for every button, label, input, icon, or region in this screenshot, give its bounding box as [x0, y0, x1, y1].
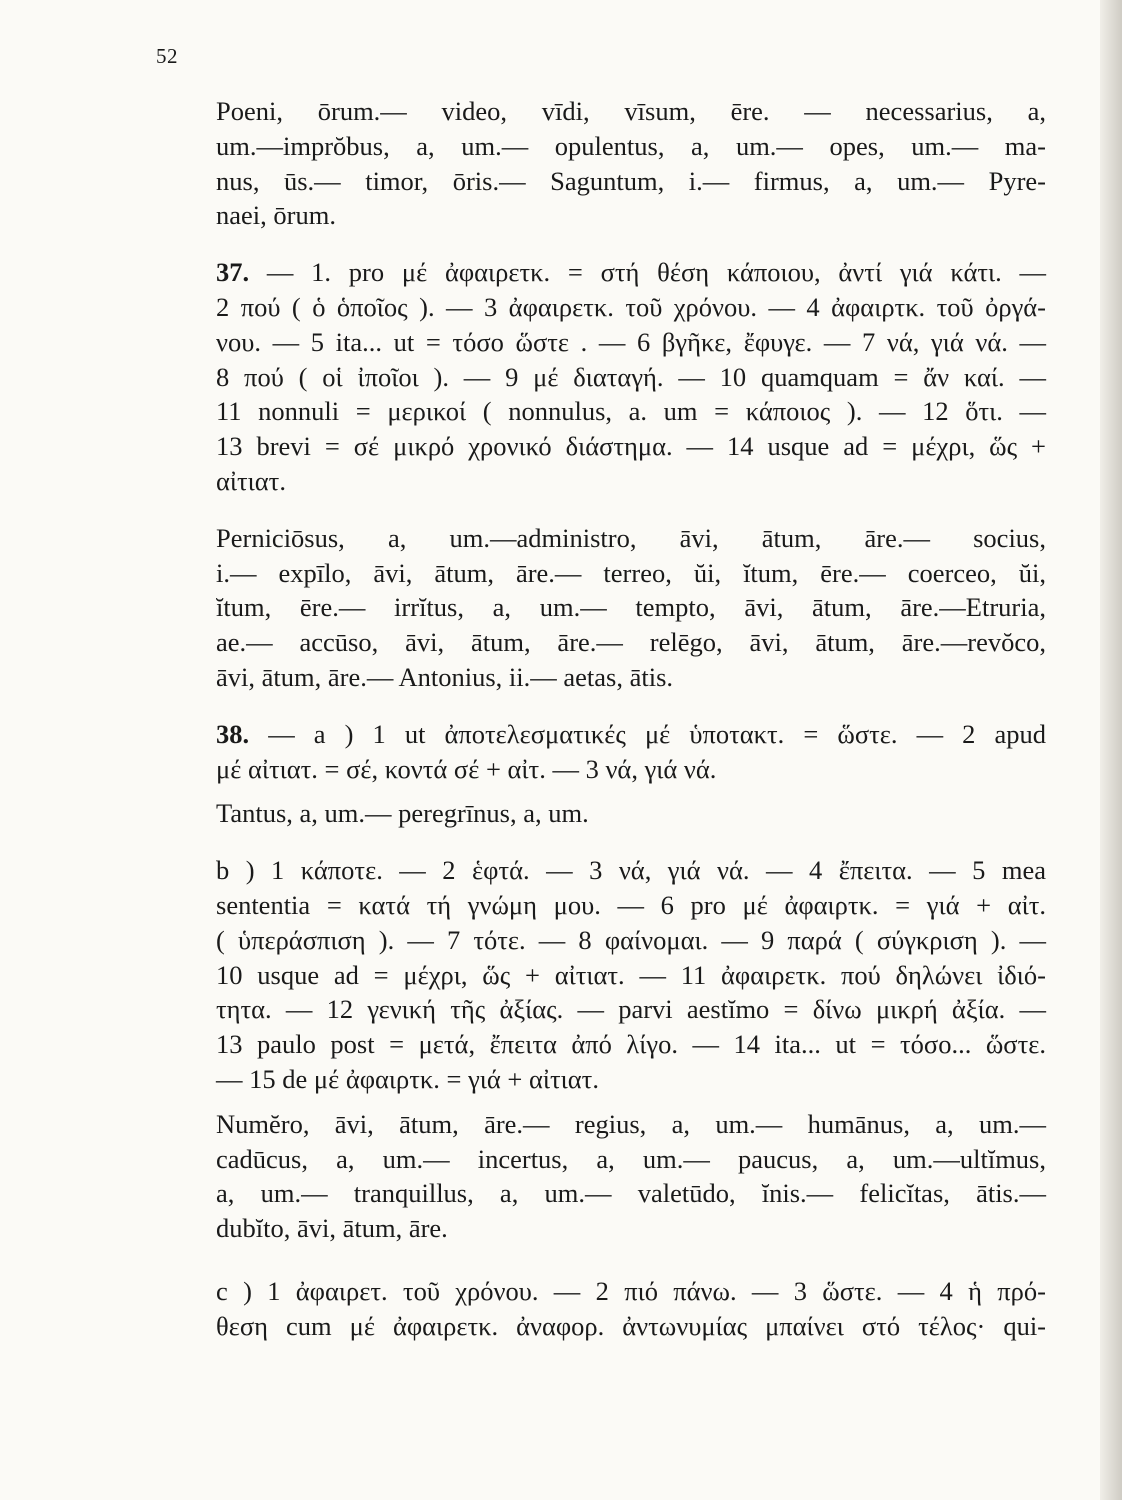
- text-line: 8 πού ( οἱ ἰποῖοι ). — 9 μέ διαταγή. — 10 quamquam = ἄν καί. —: [216, 361, 1046, 392]
- text-line: 2 πού ( ὁ ὁποῖος ). — 3 ἀφαιρετκ. τοῦ χρόνου. — 4 ἀφαιρτκ. τοῦ ὀργά-: [216, 291, 1046, 322]
- text-line: 13 paulo post = μετά, ἔπειτα ἀπό λίγο. — 14 ita... ut = τόσο... ὥστε.: [216, 1029, 1046, 1060]
- text-line: cadūcus, a, um.— incertus, a, um.— paucus, a, um.—ultĭmus,: [216, 1143, 1046, 1174]
- text-line: — 15 de μέ ἀφαιρτκ. = γιά + αἰτιατ.: [216, 1063, 599, 1094]
- text-line: μέ αἰτιατ. = σέ, κοντά σέ + αἰτ. — 3 νά, γιά νά.: [216, 753, 717, 784]
- notes-section-37: [160, 255, 1046, 499]
- text-line: i.— expīlo, āvi, ātum, āre.— terreo, ŭi, ĭtum, ēre.— coerceo, ŭi,: [216, 557, 1046, 588]
- text-line: Poeni, ōrum.— video, vīdi, vīsum, ēre. — necessarius, a,: [216, 96, 1046, 126]
- text-line: ( ὑπεράσπιση ). — 7 τότε. — 8 φαίνομαι. — 9 παρά ( σύγκριση ). —: [216, 924, 1046, 955]
- text-line: [160, 717, 1046, 752]
- page-edge-shadow: [1100, 0, 1122, 1500]
- text-fragment: — a ) 1 ut ἀποτελεσματικές μέ ὑποτακτ. = ὥστε. — 2 apud: [249, 718, 1046, 749]
- text-line: um.—imprŏbus, a, um.— opulentus, a, um.— opes, um.— ma-: [216, 130, 1046, 161]
- vocab-paragraph-3: [160, 796, 1046, 831]
- text-line: naei, ōrum.: [216, 200, 336, 231]
- page-number: 52: [156, 44, 178, 68]
- section-number: 38.: [216, 718, 250, 749]
- text-line: νου. — 5 ita... ut = τόσο ὥστε . — 6 βγῆκε, ἔφυγε. — 7 νά, γιά νά. —: [216, 326, 1046, 357]
- vocab-paragraph-4: [160, 1107, 1046, 1246]
- text-line: nus, ūs.— timor, ōris.— Saguntum, i.— firmus, a, um.— Pyre-: [216, 165, 1046, 196]
- text-line: 10 usque ad = μέχρι, ὥς + αἰτιατ. — 11 ἀφαιρετκ. πού δηλώνει ἰδιό-: [216, 959, 1046, 990]
- text-line: 11 nonnuli = μερικοί ( nonnulus, a. um = κάποιος ). — 12 ὅτι. —: [216, 396, 1046, 427]
- notes-section-38c: [160, 1274, 1046, 1344]
- vocab-paragraph-2: [160, 521, 1046, 695]
- text-line: āvi, ātum, āre.— Antonius, ii.— aetas, ātis.: [216, 661, 674, 692]
- text-line: c ) 1 ἀφαιρετ. τοῦ χρόνου. — 2 πιό πάνω. — 3 ὥστε. — 4 ἡ πρό-: [216, 1275, 1046, 1306]
- section-number: 37.: [216, 257, 250, 288]
- document-body: [160, 94, 1046, 1366]
- notes-section-38a: [160, 717, 1046, 787]
- text-line: Tantus, a, um.— peregrīnus, a, um.: [216, 798, 589, 829]
- text-line: 13 brevi = σέ μικρό χρονικό διάστημα. — 14 usque ad = μέχρι, ὥς +: [216, 431, 1046, 462]
- text-line: Perniciōsus, a, um.—administro, āvi, ātum, āre.— socius,: [216, 522, 1046, 553]
- text-line: sententia = κατά τή γνώμη μου. — 6 pro μέ ἀφαιρτκ. = γιά + αἰτ.: [216, 889, 1046, 920]
- text-line: b ) 1 κάποτε. — 2 ἑφτά. — 3 νά, γιά νά. — 4 ἔπειτα. — 5 mea: [216, 855, 1046, 886]
- text-line: τητα. — 12 γενική τῆς ἀξίας. — parvi aestĭmo = δίνω μικρή ἀξία. —: [216, 994, 1046, 1025]
- text-line: [160, 255, 1046, 290]
- text-line: ae.— accūso, āvi, ātum, āre.— relēgo, āvi, ātum, āre.—revŏco,: [216, 627, 1046, 658]
- text-fragment: — 1. pro μέ ἀφαιρετκ. = στή θέση κάποιου, ἀντί γιά κάτι. —: [249, 257, 1046, 288]
- text-line: θεση cum μέ ἀφαιρετκ. ἀναφορ. ἀντωνυμίας μπαίνει στό τέλος· qui-: [216, 1310, 1046, 1341]
- text-line: αἰτιατ.: [216, 465, 286, 496]
- text-line: a, um.— tranquillus, a, um.— valetūdo, ĭnis.— felicĭtas, ātis.—: [216, 1178, 1046, 1209]
- text-line: ĭtum, ēre.— irrĭtus, a, um.— tempto, āvi, ātum, āre.—Etruria,: [216, 592, 1046, 623]
- notes-section-38b: [160, 853, 1046, 1097]
- text-line: Numĕro, āvi, ātum, āre.— regius, a, um.— humānus, a, um.—: [216, 1108, 1046, 1139]
- vocab-paragraph-1: [160, 94, 1046, 233]
- text-line: dubĭto, āvi, ātum, āre.: [216, 1213, 448, 1244]
